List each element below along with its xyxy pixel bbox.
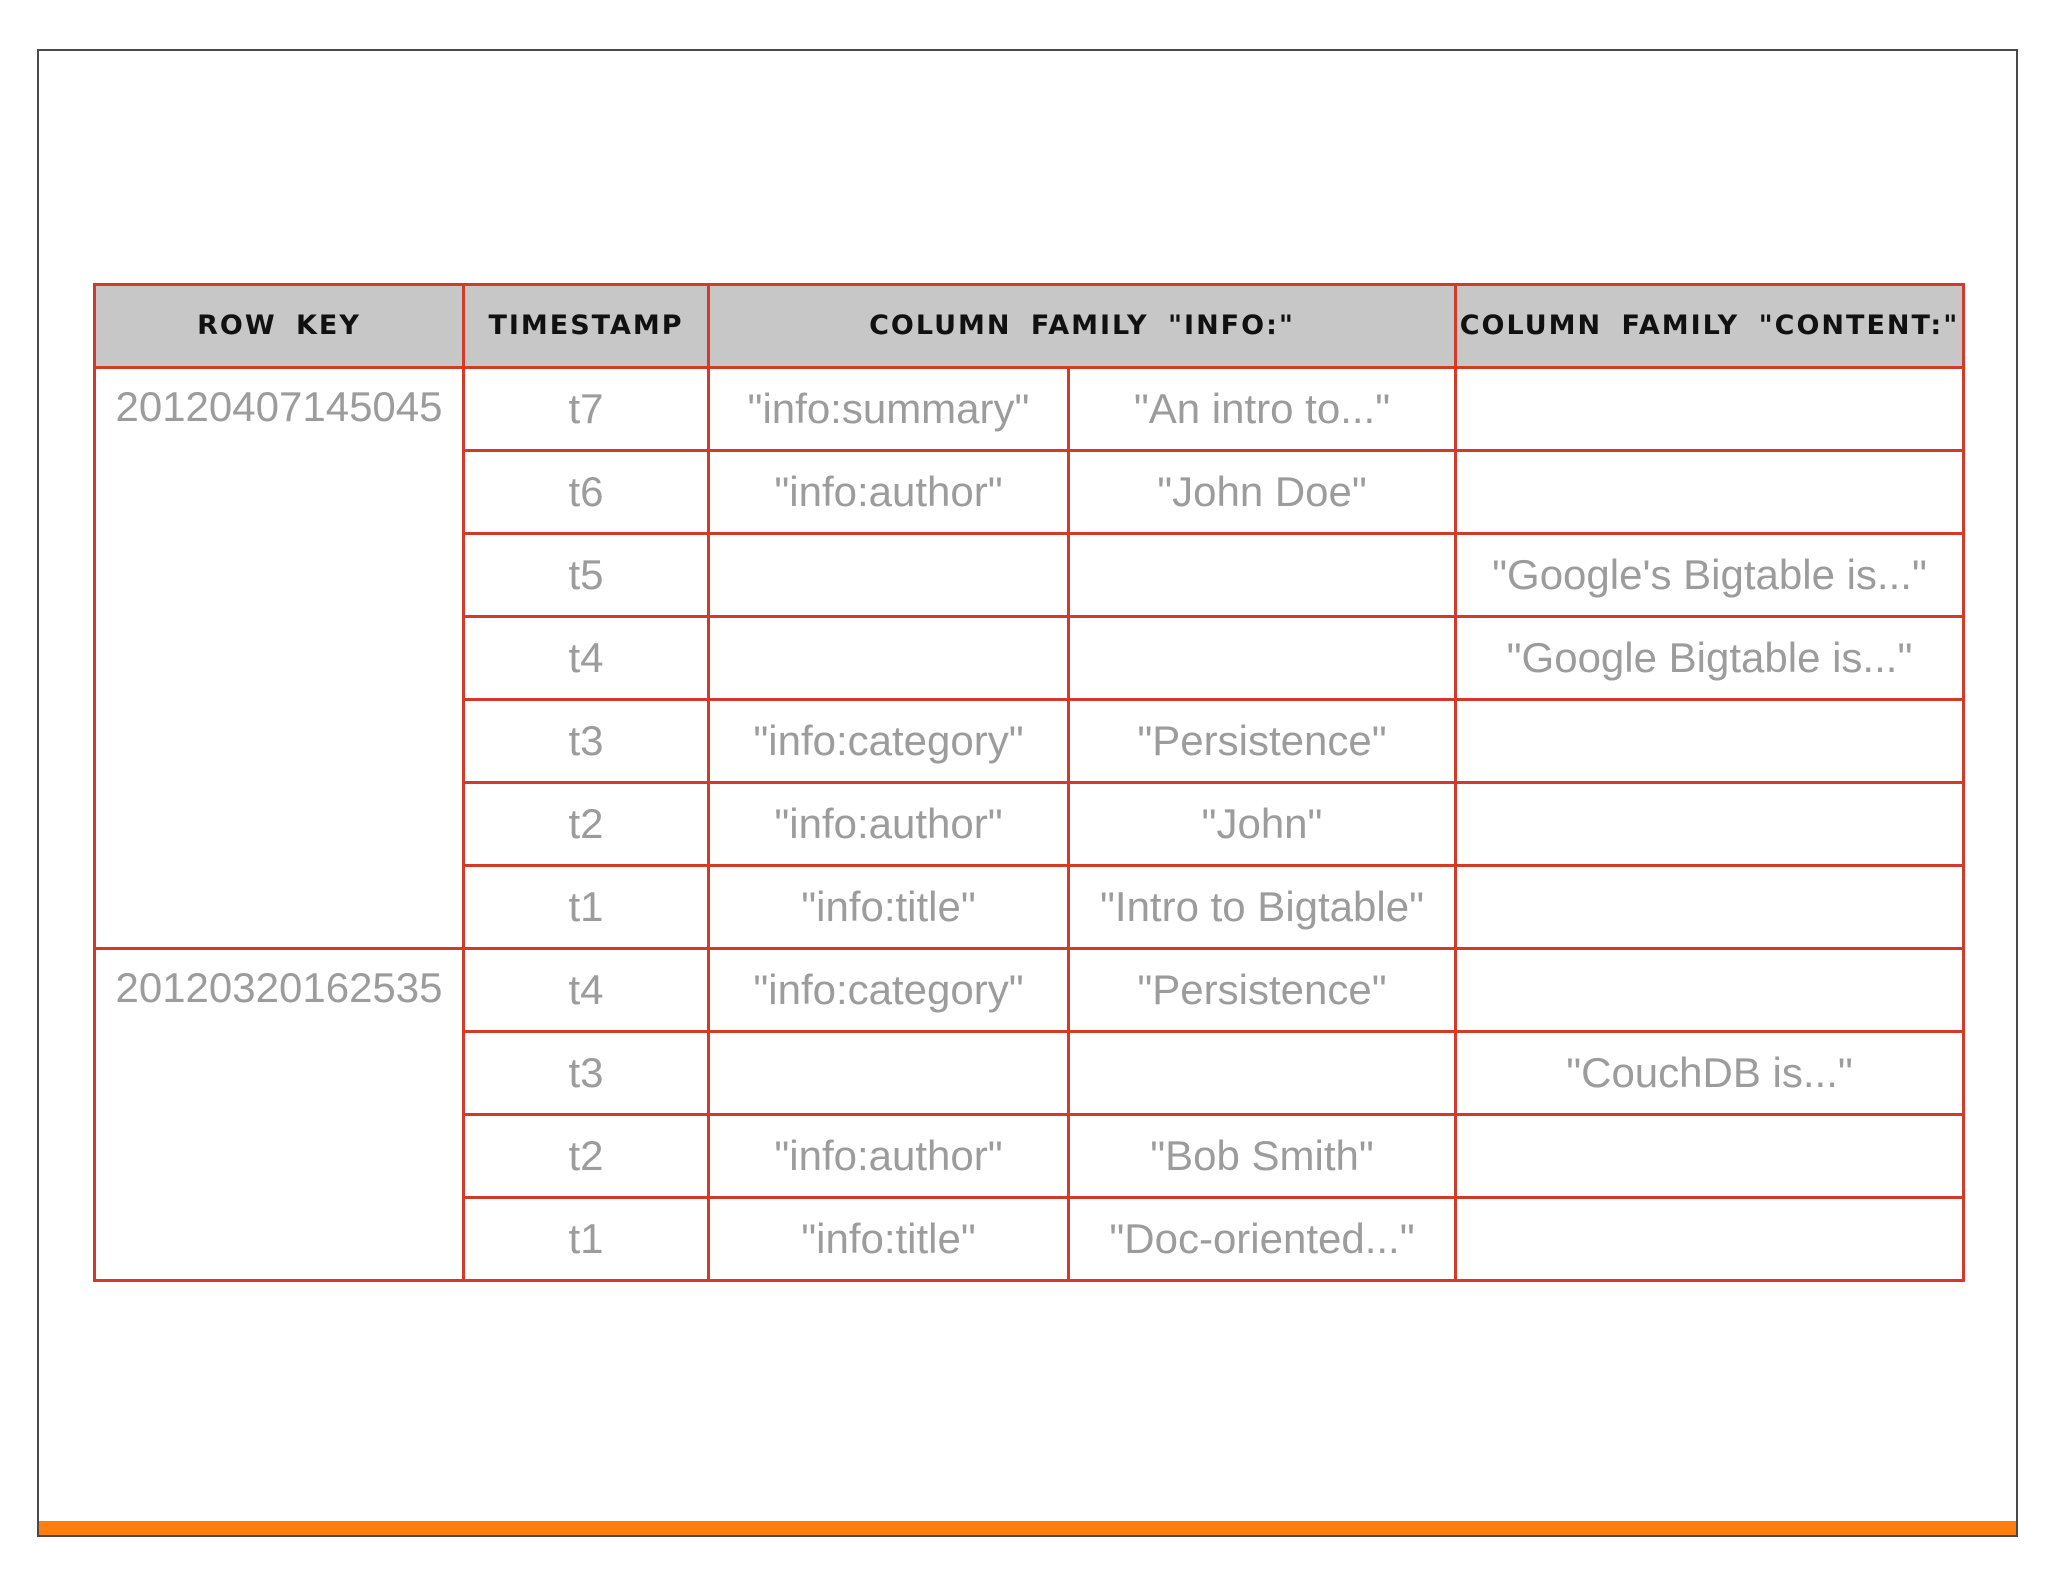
bigtable-data-table bbox=[93, 283, 1965, 1282]
content-cell bbox=[1456, 368, 1964, 451]
content-cell: "CouchDB is..." bbox=[1456, 1032, 1964, 1115]
timestamp-cell: t1 bbox=[464, 1198, 709, 1281]
value-cell: "John Doe" bbox=[1069, 451, 1456, 534]
timestamp-cell: t4 bbox=[464, 949, 709, 1032]
value-cell bbox=[1069, 617, 1456, 700]
qualifier-cell: "info:author" bbox=[709, 1115, 1069, 1198]
value-cell bbox=[1069, 534, 1456, 617]
timestamp-cell: t3 bbox=[464, 1032, 709, 1115]
slide bbox=[37, 49, 2018, 1537]
content-cell: "Google Bigtable is..." bbox=[1456, 617, 1964, 700]
table-row bbox=[95, 949, 1964, 1032]
content-cell: "Google's Bigtable is..." bbox=[1456, 534, 1964, 617]
qualifier-cell: "info:category" bbox=[709, 700, 1069, 783]
qualifier-cell: "info:summary" bbox=[709, 368, 1069, 451]
table-row bbox=[95, 368, 1964, 451]
content-cell bbox=[1456, 451, 1964, 534]
content-cell bbox=[1456, 866, 1964, 949]
qualifier-cell: "info:title" bbox=[709, 866, 1069, 949]
timestamp-cell: t2 bbox=[464, 783, 709, 866]
qualifier-cell bbox=[709, 1032, 1069, 1115]
value-cell: "Bob Smith" bbox=[1069, 1115, 1456, 1198]
content-cell bbox=[1456, 949, 1964, 1032]
value-cell bbox=[1069, 1032, 1456, 1115]
accent-bar bbox=[39, 1521, 2016, 1535]
timestamp-cell: t4 bbox=[464, 617, 709, 700]
header-row bbox=[95, 285, 1964, 368]
content-cell bbox=[1456, 700, 1964, 783]
header-timestamp: TIMESTAMP bbox=[464, 285, 709, 368]
content-cell bbox=[1456, 1198, 1964, 1281]
timestamp-cell: t1 bbox=[464, 866, 709, 949]
row-key-cell: 20120407145045 bbox=[95, 368, 464, 949]
content-cell bbox=[1456, 1115, 1964, 1198]
value-cell: "John" bbox=[1069, 783, 1456, 866]
qualifier-cell bbox=[709, 534, 1069, 617]
value-cell: "Persistence" bbox=[1069, 700, 1456, 783]
value-cell: "Persistence" bbox=[1069, 949, 1456, 1032]
header-row-key: ROW KEY bbox=[95, 285, 464, 368]
qualifier-cell: "info:category" bbox=[709, 949, 1069, 1032]
header-column-family-info: COLUMN FAMILY "INFO:" bbox=[709, 285, 1456, 368]
timestamp-cell: t6 bbox=[464, 451, 709, 534]
header-column-family-content: COLUMN FAMILY "CONTENT:" bbox=[1456, 285, 1964, 368]
content-cell bbox=[1456, 783, 1964, 866]
timestamp-cell: t2 bbox=[464, 1115, 709, 1198]
timestamp-cell: t7 bbox=[464, 368, 709, 451]
qualifier-cell bbox=[709, 617, 1069, 700]
timestamp-cell: t3 bbox=[464, 700, 709, 783]
value-cell: "Intro to Bigtable" bbox=[1069, 866, 1456, 949]
value-cell: "An intro to..." bbox=[1069, 368, 1456, 451]
timestamp-cell: t5 bbox=[464, 534, 709, 617]
qualifier-cell: "info:author" bbox=[709, 783, 1069, 866]
qualifier-cell: "info:title" bbox=[709, 1198, 1069, 1281]
qualifier-cell: "info:author" bbox=[709, 451, 1069, 534]
value-cell: "Doc-oriented..." bbox=[1069, 1198, 1456, 1281]
row-key-cell: 20120320162535 bbox=[95, 949, 464, 1281]
